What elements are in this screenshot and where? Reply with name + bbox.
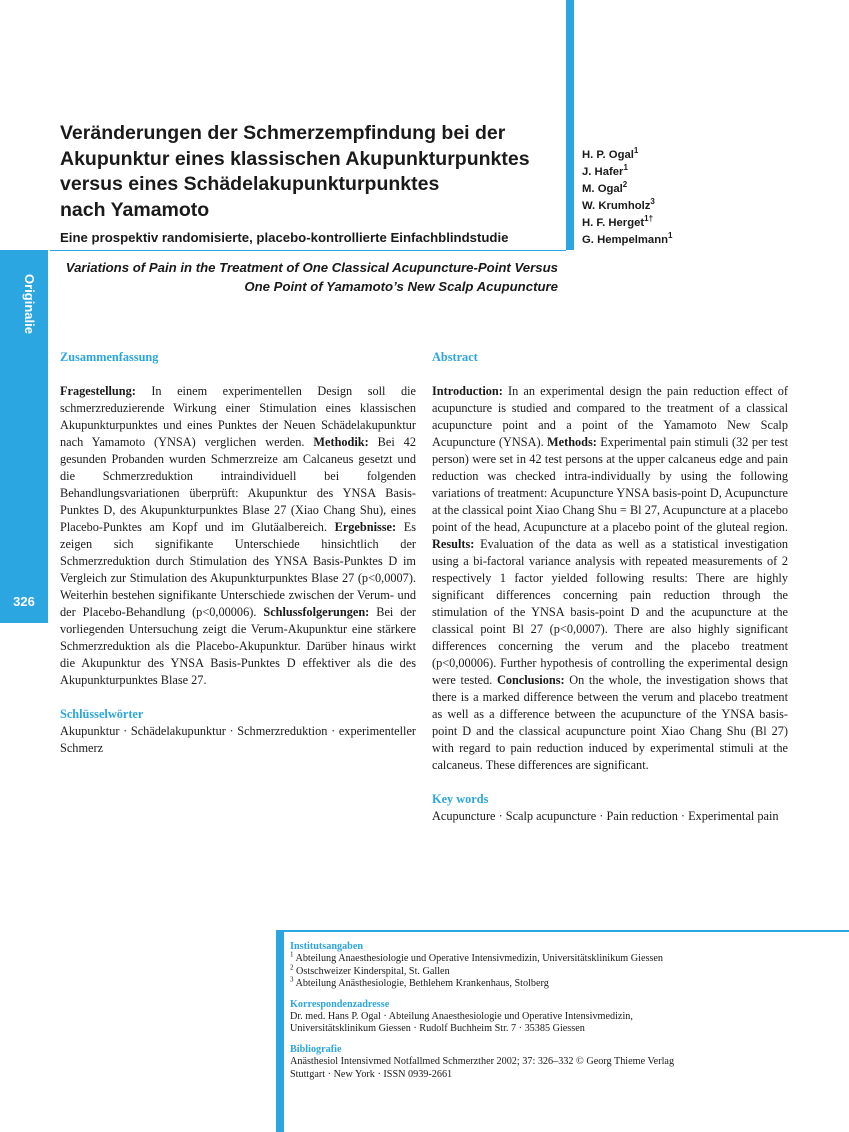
title-line: nach Yamamoto [60,199,210,222]
korrespondenz-line: Universitätsklinikum Giessen · Rudolf Buchheim Str. 7 · 35385 Giessen [290,1023,585,1035]
english-title [62,258,558,296]
institut-line: $^2$ Ostschweizer Kinderspital, St. Gallen [290,963,450,977]
korrespondenz-line: Dr. med. Hans P. Ogal · Abteilung Anaesthesiologie und Operative Intensivmedizin, [290,1011,633,1023]
article-footer [290,941,830,1089]
german-column [60,349,416,757]
author-list [582,147,782,249]
zusammenfassung-heading: Zusammenfassung [60,350,159,364]
footer-accent-bar [276,930,284,1132]
title-line: versus eines Schädelakupunkturpunktes [60,173,440,196]
bibliografie-line: Anästhesiol Intensivmed Notfallmed Schmerzther 2002; 37: 326–332 © Georg Thieme Verlag [290,1056,675,1068]
title-line: Akupunktur eines klassischen Akupunkturpunktes [60,147,530,170]
author: H. F. Herget$^{1\dagger}$ [582,214,654,229]
english-title-line: One Point of Yamamoto’s New Scalp Acupuncture [244,279,558,294]
author: W. Krumholz$^3$ [582,197,655,212]
institut-heading: Institutsangaben [290,941,364,952]
schluesselwoerter-text: Akupunktur · Schädelakupunktur · Schmerzreduktion · experimenteller Schmerz [60,724,416,755]
english-title-line: Variations of Pain in the Treatment of One Classical Acupuncture-Point Versus [65,260,558,275]
article-subtitle: Eine prospektiv randomisierte, placebo-kontrollierte Einfachblindstudie [60,230,509,245]
section-label: Originalie [22,274,37,334]
author: G. Hempelmann$^1$ [582,231,673,246]
institut-line: $^3$ Abteilung Anästhesiologie, Bethlehem Krankenhaus, Stolberg [290,975,549,990]
author: H. P. Ogal$^1$ [582,146,639,161]
bibliografie-heading: Bibliografie [290,1043,342,1055]
english-column [432,349,788,825]
title-line: Veränderungen der Schmerzempfindung bei der [60,122,506,144]
top-accent-bar [566,0,574,250]
title-underline [50,250,566,251]
page-number: 326 [13,594,35,609]
footer-accent-line [284,930,849,932]
author: M. Ogal$^2$ [582,180,628,195]
author: J. Hafer$^1$ [582,163,628,178]
keywords-text: Acupuncture · Scalp acupuncture · Pain reduction · Experimental pain [432,809,779,823]
bibliografie-line: Stuttgart · New York · ISSN 0939-2661 [290,1068,453,1080]
abstract-text: Introduction: In an experimental design the pain reduction effect of acupuncture is studied and compared to the treatment of a classical acupuncture point and a point of the Yamamoto New Scalp Acupuncture (YNSA). Methods: Experimental pain stimuli (32 per test person) were set in 42 test persons at the upper calcaneus edge and pain reduction was checked intra-individually by using the following variations of treatment: Acupuncture YNSA basis-point D, Acupuncture at the classical point Xiao Chang Shu = Bl 27, Acupuncture at a placebo point of the head, Acupuncture at a placebo point of the gluteal region. Results: Evaluation of the data as well as a statistical investigation using a bi-factoral variance analysis with repeated measurements of 2 respectively 1 factor yielded following results: There are highly significant differences concerning pain reduction through the stimulation of the YNSA basis-point D and the acupuncture at the classical point Bl 27 (p<0,0007). There are also highly significant differences concerning the verum and the placebo treatment (p<0,00006). Further hypothesis of controlling the experimental design were tested. Conclusions: On the whole, the investigation shows that there is a marked difference between the verum and placebo treatment as well as a difference between the acupuncture of the YNSA basis-point D and the classical acupuncture point Xiao Chang Shu (Bl 27) with regard to pain reduction induced by experimental stimuli at the calcaneus. These differences are significant. [432,384,789,772]
keywords-heading: Key words [432,792,489,806]
article-title [60,121,560,224]
abstract-heading: Abstract [432,350,478,364]
korrespondenz-heading: Korrespondenzadresse [290,998,390,1010]
schluesselwoerter-heading: Schlüsselwörter [60,707,144,721]
zusammenfassung-text: Fragestellung: In einem experimentellen Design soll die schmerzreduzierende Wirkung einer Stimulation eines klassischen Akupunkturpunktes und eines Punktes der Neuen Schädelakupunktur nach Yamamoto (YNSA) verglichen werden. Methodik: Bei 42 gesunden Probanden wurden Schmerzreize am Calcaneus gesetzt und die Schmerzreduktion intraindividuell bei folgenden Behandlungsvariationen überprüft: Akupunktur des YNSA Basis-Punktes D, des Akupunkturpunktes Blase 27 (Xiao Chang Shu), eines Placebo-Punktes am Kopf und im Glutäalbereich. Ergebnisse: Es zeigen sich signifikante Unterschiede hinsichtlich der Schmerzreduktion durch Stimulation des YNSA Basis-Punktes D im Vergleich zur Stimulation des Akupunkturpunktes Blase 27 (p<0,0007). Weiterhin bestehen signifikante Unterschiede zwischen der Verum- und der Placebo-Behandlung (p<0,00006). Schlussfolgerungen: Bei der vorliegenden Untersuchung zeigt die Verum-Akupunktur eine stärkere Schmerzreduktion als die Placebo-Akupunktur. Darüber hinaus wirkt die Akupunktur des YNSA Basis-Punktes D effektiver als die des Akupunkturpunktes Blase 27. [60,384,417,687]
institut-line: $^1$ Abteilung Anaesthesiologie und Operative Intensivmedizin, Universitätsklinikum Giessen [290,951,664,965]
